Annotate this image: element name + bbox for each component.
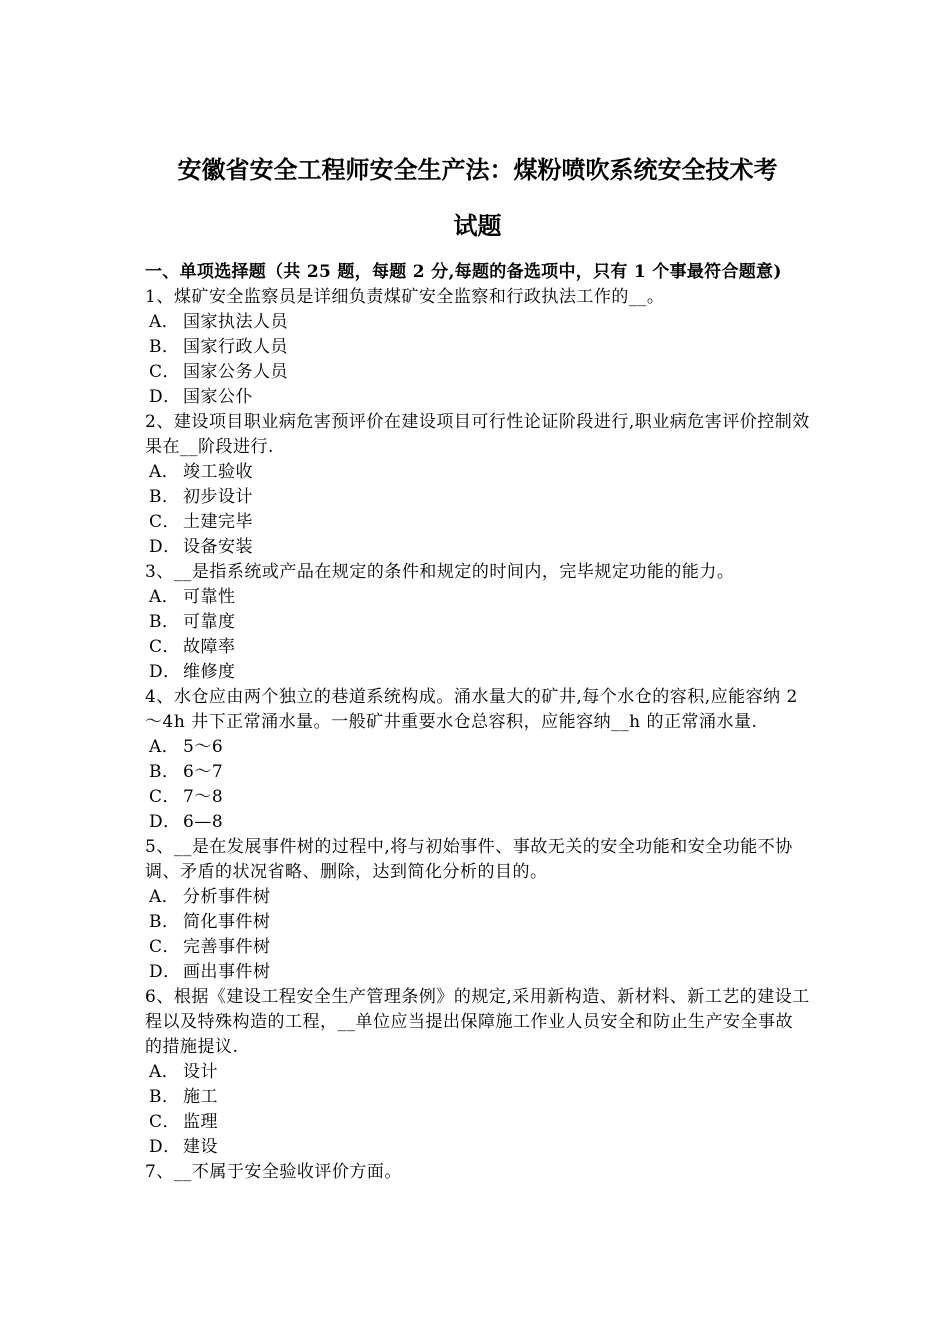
option-letter: D． (149, 812, 181, 832)
option-item (145, 1135, 810, 1160)
option-item (145, 1110, 810, 1135)
option-text: 维修度 (183, 662, 236, 682)
option-text: 设备安装 (183, 537, 253, 557)
option-item (145, 885, 810, 910)
option-letter: D． (149, 962, 181, 982)
option-item (145, 760, 810, 785)
option-item (145, 735, 810, 760)
document-title-continued: 试题 (453, 212, 502, 240)
option-list (145, 460, 810, 560)
option-item (145, 810, 810, 835)
option-text: 施工 (183, 1087, 218, 1107)
question-text: 4、水仓应由两个独立的巷道系统构成。涌水量大的矿井,每个水仓的容积,应能容纳 2～4h 井下正常涌水量。一般矿井重要水仓总容积，应能容纳__h 的正常涌水量. (145, 687, 798, 732)
option-text: 国家公务人员 (183, 362, 288, 382)
option-letter: B． (149, 612, 180, 632)
option-text: 分析事件树 (183, 887, 271, 907)
option-item (145, 1060, 810, 1085)
option-letter: B． (149, 337, 180, 357)
option-letter: C． (149, 512, 181, 532)
option-letter: C． (149, 362, 181, 382)
option-list (145, 885, 810, 985)
option-text: 竣工验收 (183, 462, 253, 482)
question-text: 3、__是指系统或产品在规定的条件和规定的时间内，完毕规定功能的能力。 (145, 562, 735, 582)
option-letter: D． (149, 662, 181, 682)
question-text: 6、根据《建设工程安全生产管理条例》的规定,采用新构造、新材料、新工艺的建设工程以及特殊构造的工程，__单位应当提出保障施工作业人员安全和防止生产安全事故的措施提议. (145, 987, 810, 1057)
option-list (145, 1060, 810, 1160)
option-letter: A． (149, 887, 180, 907)
option-item (145, 635, 810, 660)
option-item (145, 660, 810, 685)
option-text: 故障率 (183, 637, 236, 657)
option-item (145, 910, 810, 935)
option-item (145, 310, 810, 335)
option-text: 国家公仆 (183, 387, 253, 407)
question-text: 7、__不属于安全验收评价方面。 (145, 1162, 402, 1182)
option-letter: A． (149, 737, 180, 757)
option-letter: A． (149, 462, 180, 482)
option-item (145, 360, 810, 385)
option-text: 土建完毕 (183, 512, 253, 532)
document-page (145, 0, 810, 1185)
option-text: 6～7 (183, 762, 224, 782)
option-letter: A． (149, 312, 180, 332)
option-letter: B． (149, 762, 180, 782)
option-text: 可靠性 (183, 587, 236, 607)
option-item (145, 535, 810, 560)
option-text: 可靠度 (183, 612, 236, 632)
option-item (145, 1085, 810, 1110)
option-letter: D． (149, 537, 181, 557)
option-letter: C． (149, 1112, 181, 1132)
option-letter: B． (149, 487, 180, 507)
option-letter: C． (149, 787, 181, 807)
option-letter: D． (149, 1137, 181, 1157)
question-list (145, 285, 810, 1185)
option-letter: C． (149, 637, 181, 657)
option-item (145, 510, 810, 535)
option-list (145, 585, 810, 685)
question-text: 2、建设项目职业病危害预评价在建设项目可行性论证阶段进行,职业病危害评价控制效果在__阶段进行. (145, 412, 810, 457)
option-list (145, 735, 810, 835)
option-list (145, 310, 810, 410)
question-text: 5、__是在发展事件树的过程中,将与初始事件、事故无关的安全功能和安全功能不协调、矛盾的状况省略、删除，达到简化分析的目的。 (145, 837, 793, 882)
option-item (145, 460, 810, 485)
option-letter: D． (149, 387, 181, 407)
option-item (145, 485, 810, 510)
option-letter: A． (149, 1062, 180, 1082)
option-text: 监理 (183, 1112, 218, 1132)
question-text: 1、煤矿安全监察员是详细负责煤矿安全监察和行政执法工作的__。 (145, 287, 665, 307)
option-letter: A． (149, 587, 180, 607)
option-item (145, 935, 810, 960)
section-heading: 一、单项选择题（共 25 题，每题 2 分,每题的备选项中，只有 1 个事最符合题意) (145, 262, 782, 282)
option-text: 完善事件树 (183, 937, 271, 957)
option-item (145, 960, 810, 985)
option-text: 7～8 (183, 787, 224, 807)
option-item (145, 610, 810, 635)
option-letter: B． (149, 912, 180, 932)
option-text: 国家执法人员 (183, 312, 288, 332)
option-text: 初步设计 (183, 487, 253, 507)
option-text: 建设 (183, 1137, 218, 1157)
option-item (145, 385, 810, 410)
option-item (145, 785, 810, 810)
option-letter: C． (149, 937, 181, 957)
option-text: 简化事件树 (183, 912, 271, 932)
option-text: 画出事件树 (183, 962, 271, 982)
option-item (145, 335, 810, 360)
option-text: 5～6 (183, 737, 224, 757)
option-letter: B． (149, 1087, 180, 1107)
option-item (145, 585, 810, 610)
option-text: 6—8 (183, 812, 224, 832)
document-title: 安徽省安全工程师安全生产法：煤粉喷吹系统安全技术考 (177, 156, 778, 184)
option-text: 设计 (183, 1062, 218, 1082)
option-text: 国家行政人员 (183, 337, 288, 357)
